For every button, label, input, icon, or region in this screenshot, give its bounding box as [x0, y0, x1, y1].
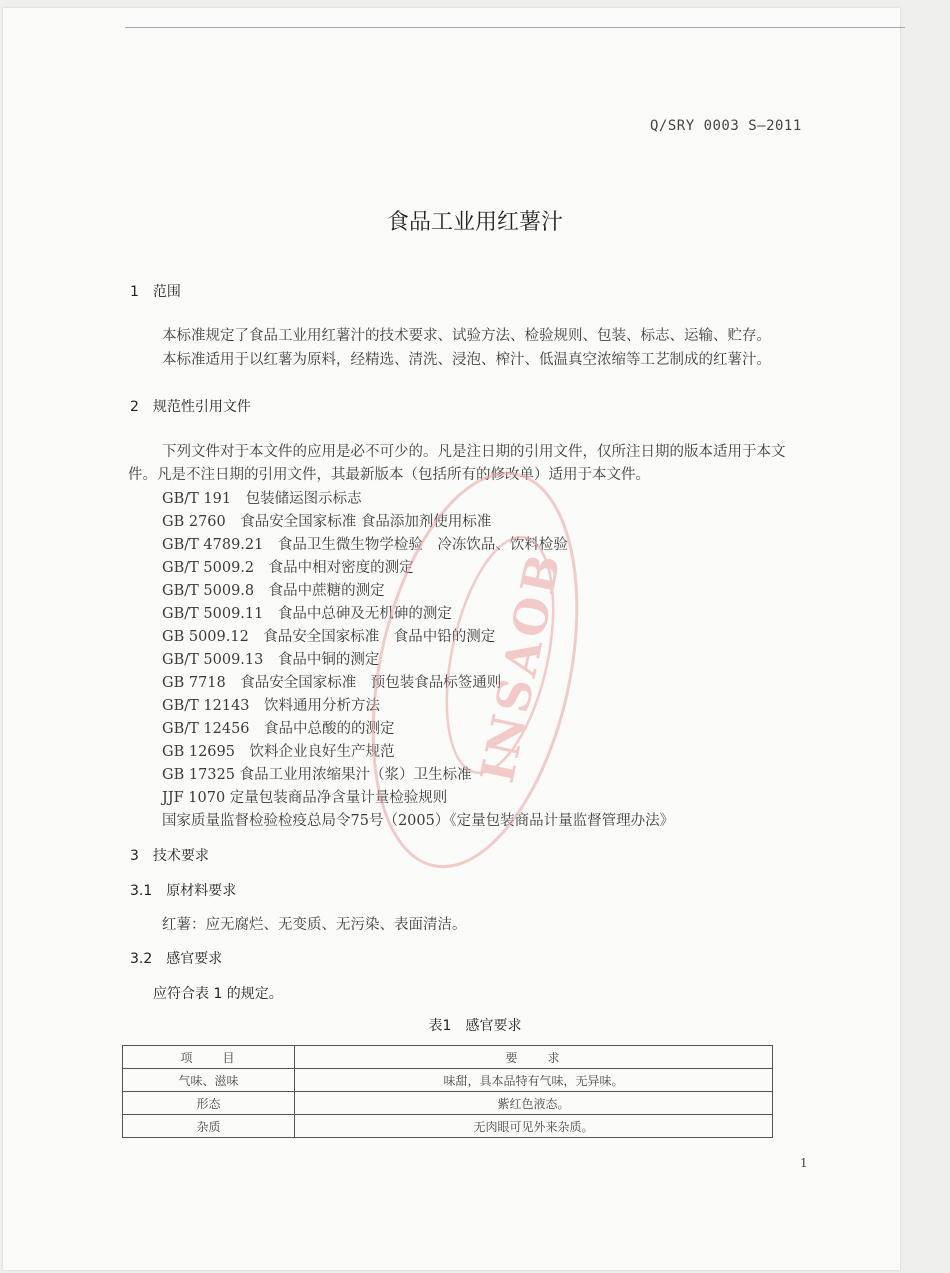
section-3-1-heading: 3.1 原材料要求 [130, 883, 237, 899]
reference-item: GB 12695 饮料企业良好生产规范 [162, 744, 395, 760]
reference-item: GB 17325 食品工业用浓缩果汁（浆）卫生标准 [162, 767, 472, 783]
reference-item: GB/T 12143 饮料通用分析方法 [162, 698, 381, 714]
table-header-requirement: 要 求 [295, 1046, 773, 1069]
reference-item: 国家质量监督检验检疫总局令75号（2005）《定量包装商品计量监督管理办法》 [162, 813, 675, 829]
table-row [123, 1092, 773, 1115]
reference-item: GB/T 12456 食品中总酸的的测定 [162, 721, 395, 737]
section-3-1-text: 红薯：应无腐烂、无变质、无污染、表面清洁。 [162, 917, 467, 933]
table-header-item: 项 目 [123, 1046, 295, 1069]
section-1-heading: 1 范围 [130, 284, 181, 300]
reference-item: GB/T 5009.8 食品中蔗糖的测定 [162, 583, 385, 599]
reference-item: GB 7718 食品安全国家标准 预包装食品标签通则 [162, 675, 502, 691]
reference-item: GB 5009.12 食品安全国家标准 食品中铅的测定 [162, 629, 496, 645]
document-code: Q/SRY 0003 S—2011 [650, 118, 802, 134]
section-1-paragraph-2: 本标准适用于以红薯为原料，经精选、清洗、浸泡、榨汁、低温真空浓缩等工艺制成的红薯汁。 [162, 352, 771, 368]
document-title: 食品工业用红薯汁 [386, 210, 563, 235]
table-cell: 味甜，具本品特有气味，无异味。 [295, 1069, 773, 1092]
reference-item: GB/T 5009.2 食品中相对密度的测定 [162, 560, 414, 576]
sensory-requirements-table [122, 1045, 773, 1138]
reference-item: GB/T 5009.11 食品中总砷及无机砷的测定 [162, 606, 452, 622]
table-cell: 形态 [123, 1092, 295, 1115]
reference-item: GB 2760 食品安全国家标准 食品添加剂使用标准 [162, 514, 492, 530]
table-header-row [123, 1046, 773, 1069]
section-3-2-heading: 3.2 感官要求 [130, 951, 223, 967]
reference-item: GB/T 191 包装储运图示标志 [162, 491, 362, 507]
section-3-2-text: 应符合表 1 的规定。 [153, 986, 283, 1002]
stamp-outer-ring [360, 455, 590, 885]
table-cell: 杂质 [123, 1115, 295, 1138]
section-2-intro-line-2: 件。凡是不注日期的引用文件，其最新版本（包括所有的修改单）适用于本文件。 [128, 467, 650, 483]
reference-item: JJF 1070 定量包装商品净含量计量检验规则 [162, 790, 448, 806]
certification-stamp [360, 455, 590, 885]
header-rule [125, 27, 905, 28]
table-cell: 紫红色液态。 [295, 1092, 773, 1115]
table-row [123, 1115, 773, 1138]
section-3-heading: 3 技术要求 [130, 848, 209, 864]
stamp-text: INSAOB [469, 545, 572, 788]
table-cell: 气味、滋味 [123, 1069, 295, 1092]
reference-item: GB/T 5009.13 食品中铜的测定 [162, 652, 380, 668]
reference-item: GB/T 4789.21 食品卫生微生物学检验 冷冻饮品、饮料检验 [162, 537, 568, 553]
table-row [123, 1069, 773, 1092]
section-2-intro-line-1: 下列文件对于本文件的应用是必不可少的。凡是注日期的引用文件，仅所注日期的版本适用于本文 [162, 444, 786, 460]
table-caption: 表1 感官要求 [428, 1018, 522, 1034]
section-2-heading: 2 规范性引用文件 [130, 399, 251, 415]
table-cell: 无肉眼可见外来杂质。 [295, 1115, 773, 1138]
page-number: 1 [800, 1156, 808, 1170]
section-1-paragraph-1: 本标准规定了食品工业用红薯汁的技术要求、试验方法、检验规则、包装、标志、运输、贮存。 [162, 328, 771, 344]
